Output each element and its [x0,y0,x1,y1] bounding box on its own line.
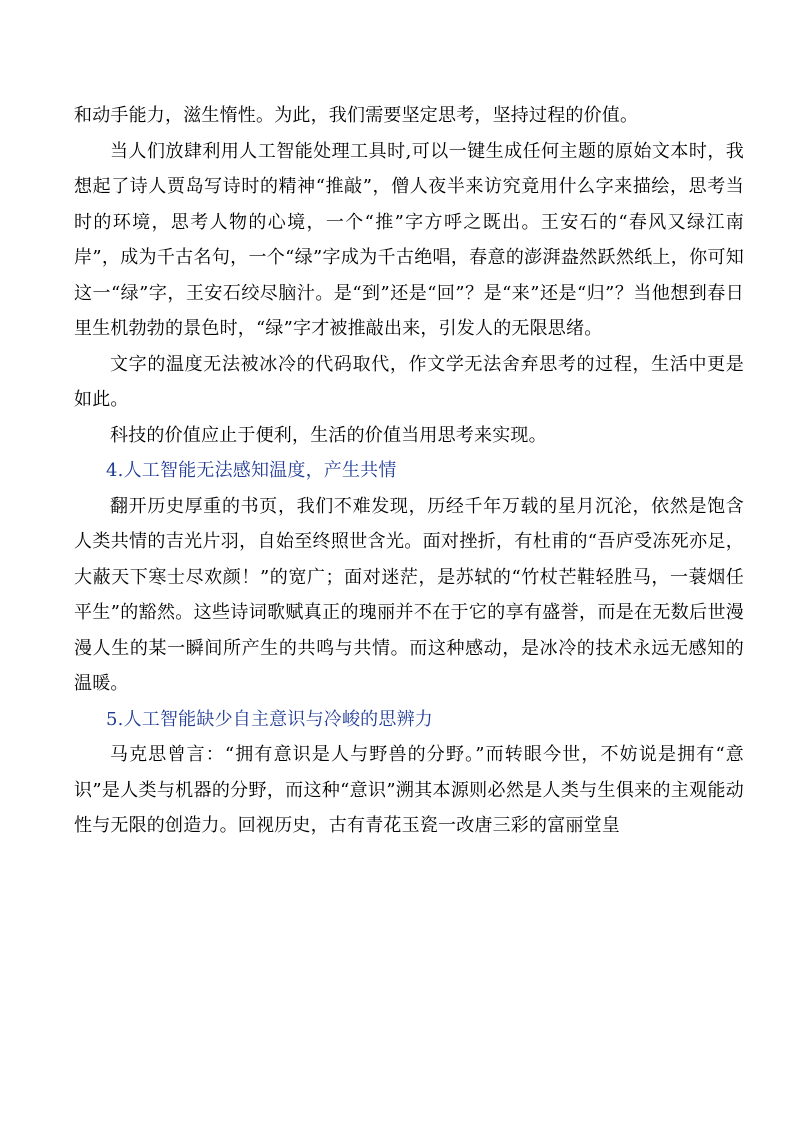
paragraph-continuation: 和动手能力，滋生惰性。为此，我们需要坚定思考，坚持过程的价值。 [74,105,639,126]
section-heading-4: 4.人工智能无法感知温度，产生共情 [106,460,397,481]
section-heading-5: 5.人工智能缺少自主意识与冷峻的思辨力 [106,708,433,730]
paragraph-value-of-tech: 科技的价值应止于便利，生活的价值当用思考来实现。 [110,424,547,446]
document-body [74,98,744,844]
paragraph-empathy: 翻开历史厚重的书页，我们不难发现，历经千年万载的星月沉沦，依然是饱含人类共情的吉光片羽，自始至终照世含光。面对挫折，有杜甫的“吾庐受冻死亦足，大蔽天下寒士尽欢颜！”的宽广；面对迷茫，是苏轼的“竹杖芒鞋轻胜马，一蓑烟任平生”的豁然。这些诗词歌赋真正的瑰丽并不在于它的享有盛誉，而是在无数后世漫漫人生的某一瞬间所产生的共鸣与共情。而这种感动，是冰冷的技术永远无感知的温暖。 [74,495,744,694]
paragraph-consciousness: 马克思曾言：“拥有意识是人与野兽的分野。”而转眼今世，不妨说是拥有“意识”是人类与机器的分野，而这种“意识”溯其本源则必然是人类与生俱来的主观能动性与无限的创造力。回视历史，古有青花玉瓷一改唐三彩的富丽堂皇 [74,744,744,836]
paragraph-warmth-of-words: 文字的温度无法被冰冷的代码取代，作文学无法舍弃思考的过程，生活中更是如此。 [74,353,744,410]
paragraph-tuiqiao: 当人们放肆利用人工智能处理工具时,可以一键生成任何主题的原始文本时，我想起了诗人贾岛写诗时的精神“推敲”，僧人夜半来访究竟用什么字来描绘，思考当时的环境，思考人物的心境，一个“推”字方呼之既出。王安石的“春风又绿江南岸”，成为千古名句，一个“绿”字成为千古绝唱，春意的澎湃盎然跃然纸上，你可知这一“绿”字，王安石绞尽脑汁。是“到”还是“回”？是“来”还是“归”？当他想到春日里生机勃勃的景色时，“绿”字才被推敲出来，引发人的无限思绪。 [74,140,744,339]
